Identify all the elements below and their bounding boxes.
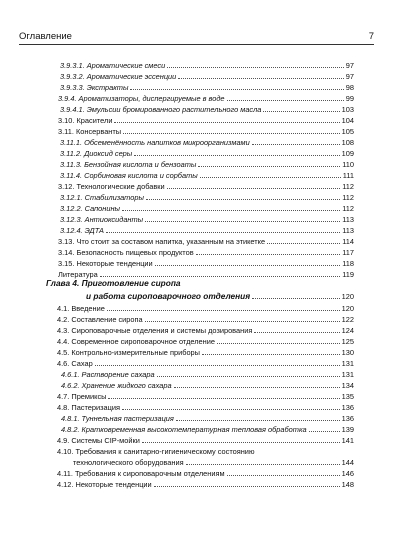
toc-entry[interactable] <box>60 192 354 203</box>
toc-entry-title: 4.8.2. Кратковременная высокотемпературная тепловая обработка <box>61 425 307 434</box>
toc-entry[interactable] <box>60 214 354 225</box>
toc-entry-title: 3.9.3.3. Экстракты <box>60 83 129 92</box>
toc-entry-title: 4.6.2. Хранение жидкого сахара <box>61 381 172 390</box>
toc-entry-title: 4.4. Современное сироповарочное отделение <box>57 337 215 346</box>
toc-entry-title: 4.8. Пастеризация <box>57 403 121 412</box>
toc-entry[interactable] <box>61 369 354 380</box>
toc-entry[interactable] <box>57 347 354 358</box>
toc-entry-page: 112 <box>342 204 354 213</box>
toc-entry[interactable] <box>60 148 354 159</box>
dot-leader <box>167 66 344 68</box>
dot-leader <box>123 132 340 134</box>
toc-entry[interactable] <box>60 71 354 82</box>
toc-entry[interactable] <box>60 104 354 115</box>
toc-entry[interactable] <box>58 181 354 192</box>
toc-entry[interactable] <box>57 391 354 402</box>
toc-entry-title: 3.11. Консерванты <box>58 127 122 136</box>
toc-entry-title: 4.11. Требования к сироповарочным отделениям <box>57 469 225 478</box>
toc-entry[interactable] <box>60 170 354 181</box>
toc-entry-title: 4.3. Сироповарочные отделения и системы дозирования <box>57 326 253 335</box>
dot-leader <box>186 463 340 465</box>
toc-entry-title: 4.6.1. Растворение сахара <box>61 370 155 379</box>
dot-leader <box>309 430 340 432</box>
dot-leader <box>134 154 339 156</box>
dot-leader <box>100 275 340 277</box>
dot-leader <box>157 375 340 377</box>
toc-entry-page: 131 <box>341 370 354 379</box>
toc-entry-page: 114 <box>342 237 354 246</box>
toc-entry[interactable] <box>57 446 354 457</box>
toc-entry-title: 3.12.2. Сапонины <box>60 204 120 213</box>
toc-entry[interactable] <box>58 247 354 258</box>
chapter-page: 120 <box>341 292 354 301</box>
toc-entry-title: 4.5. Контрольно-измерительные приборы <box>57 348 200 357</box>
toc-entry-page: 97 <box>345 72 354 81</box>
section-title: Оглавление <box>19 31 72 42</box>
toc-entry[interactable] <box>57 336 354 347</box>
dot-leader <box>95 364 340 366</box>
toc-entry-title: 3.11.1. Обсеменённость напитков микроорганизмами <box>60 138 250 147</box>
toc-entry-page: 139 <box>341 425 354 434</box>
toc-entry-title: технологического оборудования <box>73 458 184 467</box>
dot-leader <box>200 176 341 178</box>
dot-leader <box>130 88 343 90</box>
toc-entry-page: 130 <box>341 348 354 357</box>
chapter-subtitle-row[interactable] <box>86 291 354 302</box>
dot-leader <box>154 485 340 487</box>
toc-entry-page: 131 <box>341 359 354 368</box>
toc-entry[interactable] <box>57 303 354 314</box>
dot-leader <box>252 143 340 145</box>
toc-entry-page: 122 <box>341 315 354 324</box>
dot-leader <box>107 309 340 311</box>
toc-entry-page: 146 <box>341 469 354 478</box>
toc-entry-page: 141 <box>341 436 354 445</box>
header-rule <box>19 44 374 45</box>
toc-entry-title: 3.11.4. Сорбиновая кислота и сорбаты <box>60 171 198 180</box>
toc-entry-page: 136 <box>341 403 354 412</box>
dot-leader <box>252 297 340 299</box>
toc-entry-title: 3.9.4.1. Эмульсии бромированного растительного масла <box>60 105 262 114</box>
dot-leader <box>122 408 340 410</box>
toc-entry-title: Литература <box>58 270 98 279</box>
toc-entry[interactable] <box>60 225 354 236</box>
dot-leader <box>146 198 340 200</box>
dot-leader <box>227 99 344 101</box>
toc-entry-page: 118 <box>342 259 354 268</box>
toc-entry-title: 3.13. Что стоит за составом напитка, указанным на этикетке <box>58 237 266 246</box>
toc-entry-page: 103 <box>341 105 354 114</box>
dot-leader <box>227 474 340 476</box>
toc-entry[interactable] <box>73 457 354 468</box>
toc-entry-page: 109 <box>341 149 354 158</box>
toc-entry-page: 135 <box>341 392 354 401</box>
dot-leader <box>254 331 339 333</box>
toc-entry[interactable] <box>60 60 354 71</box>
toc-entry-page: 111 <box>342 171 354 180</box>
toc-entry-page: 105 <box>341 127 354 136</box>
toc-entry[interactable] <box>58 126 354 137</box>
toc-entry-title: 3.12.4. ЭДТА <box>60 226 104 235</box>
toc-entry-page: 108 <box>341 138 354 147</box>
dot-leader <box>145 320 340 322</box>
dot-leader <box>108 397 339 399</box>
toc-entry[interactable] <box>60 82 354 93</box>
dot-leader <box>176 419 340 421</box>
toc-entry-title: 4.9. Системы CIP-мойки <box>57 436 140 445</box>
dot-leader <box>267 242 340 244</box>
toc-entry[interactable] <box>60 137 354 148</box>
chapter-title[interactable]: Глава 4. Приготовление сиропа <box>46 278 181 288</box>
toc-entry-page: 125 <box>341 337 354 346</box>
dot-leader <box>106 231 340 233</box>
toc-entry[interactable] <box>61 424 354 435</box>
toc-entry[interactable] <box>58 258 354 269</box>
dot-leader <box>155 264 341 266</box>
toc-entry-title: 3.9.4. Ароматизаторы, диспергируемые в воде <box>58 94 225 103</box>
toc-entry-page: 97 <box>345 61 354 70</box>
toc-entry-title: 3.11.3. Бензойная кислота и бензоаты <box>60 160 197 169</box>
dot-leader <box>178 77 344 79</box>
toc-entry[interactable] <box>60 159 354 170</box>
toc-entry[interactable] <box>57 314 354 325</box>
toc-entry-title: 4.12. Некоторые тенденции <box>57 480 152 489</box>
toc-entry-page: 99 <box>345 94 354 103</box>
toc-entry[interactable] <box>57 402 354 413</box>
toc-entry-page: 120 <box>341 304 354 313</box>
toc-entry-title: 3.12. Технологические добавки <box>58 182 165 191</box>
toc-entry-title: 3.9.3.2. Ароматические эссенции <box>60 72 177 81</box>
toc-entry[interactable] <box>58 236 354 247</box>
toc-entry-page: 113 <box>342 226 354 235</box>
toc-entry-page: 104 <box>341 116 354 125</box>
toc-entry-page: 110 <box>342 160 354 169</box>
dot-leader <box>202 353 340 355</box>
toc-entry-page: 113 <box>342 215 354 224</box>
toc-entry-page: 119 <box>342 270 354 279</box>
toc-entry-page: 148 <box>341 480 354 489</box>
toc-entry-title: 3.10. Красители <box>58 116 113 125</box>
page-header <box>19 26 374 42</box>
toc-entry-title: 3.12.3. Антиоксиданты <box>60 215 144 224</box>
toc-entry-title: 4.7. Премиксы <box>57 392 107 401</box>
dot-leader <box>217 342 340 344</box>
toc-entry-title: 3.14. Безопасность пищевых продуктов <box>58 248 194 257</box>
toc-entry-title: 4.2. Составление сиропа <box>57 315 143 324</box>
toc-entry-page: 134 <box>341 381 354 390</box>
toc-entry-page: 112 <box>342 182 354 191</box>
toc-entry-page: 112 <box>342 193 354 202</box>
toc-entry-title: 3.15. Некоторые тенденции <box>58 259 153 268</box>
toc-entry-page: 136 <box>341 414 354 423</box>
toc-entry-page: 98 <box>345 83 354 92</box>
toc-entry[interactable] <box>57 358 354 369</box>
dot-leader <box>114 121 339 123</box>
toc-entry-title: 4.10. Требования к санитарно-гигиеническому состоянию <box>57 447 255 456</box>
dot-leader <box>122 209 340 211</box>
toc-entry[interactable] <box>61 380 354 391</box>
dot-leader <box>167 187 341 189</box>
toc-entry-title: 3.12.1. Стабилизаторы <box>60 193 144 202</box>
dot-leader <box>198 165 340 167</box>
toc-entry[interactable] <box>57 325 354 336</box>
toc-entry[interactable] <box>60 203 354 214</box>
toc-entry-title: 4.6. Сахар <box>57 359 93 368</box>
toc-entry-page: 117 <box>342 248 354 257</box>
dot-leader <box>145 220 340 222</box>
toc-entry-title: 3.9.3.1. Ароматические смеси <box>60 61 166 70</box>
toc-entry[interactable] <box>58 269 354 280</box>
dot-leader <box>263 110 339 112</box>
dot-leader <box>142 441 340 443</box>
toc-entry[interactable] <box>57 435 354 446</box>
page-number: 7 <box>368 31 374 42</box>
toc-entry[interactable] <box>58 93 354 104</box>
toc-entry-title: 3.11.2. Диоксид серы <box>60 149 133 158</box>
toc-entry-title: 4.8.1. Туннельная пастеризация <box>61 414 174 423</box>
toc-entry[interactable] <box>57 479 354 490</box>
toc-entry[interactable] <box>58 115 354 126</box>
toc-entry-title: 4.1. Введение <box>57 304 105 313</box>
dot-leader <box>174 386 340 388</box>
toc-entry-page: 144 <box>341 458 354 467</box>
toc-entry[interactable] <box>57 468 354 479</box>
chapter-subtitle: и работа сироповарочного отделения <box>86 291 251 301</box>
toc-entry-page: 124 <box>341 326 354 335</box>
toc-entry[interactable] <box>61 413 354 424</box>
dot-leader <box>196 253 341 255</box>
